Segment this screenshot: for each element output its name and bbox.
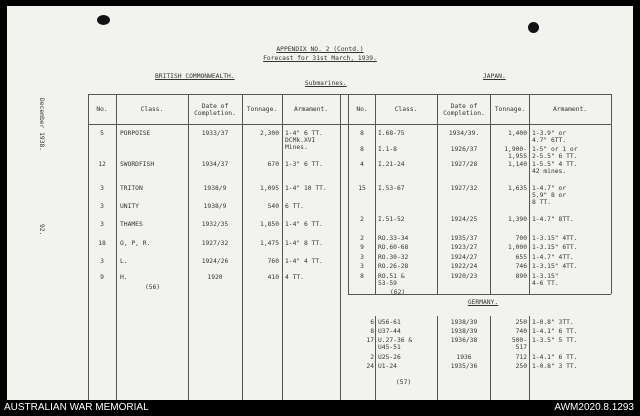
japan-col-no: No. [356,106,368,113]
footer-institution: AUSTRALIAN WAR MEMORIAL [4,402,149,413]
japan-heading: JAPAN. [483,73,506,80]
british-commonwealth-heading: BRITISH COMMONWEALTH. [155,73,235,80]
british-row-tonnage: 410 [267,274,279,281]
japan-row-armament: 1-3.15" 4TT. [532,263,578,270]
japan-row-tonnage: 1,900- 1,955 [504,146,527,160]
british-column-rule-2 [188,94,189,400]
british-row-date: 1934/37 [201,161,229,168]
japan-row-date: 1927/32 [450,185,478,192]
germany-row-class: U25-26 [378,354,401,361]
germany-row-date: 1938/39 [450,319,478,326]
japan-row-class: I.53-67 [378,185,405,192]
germany-row-tonnage: 250 [515,319,527,326]
japan-row-class: RO.60-68 [378,244,409,251]
japan-row-class: RO.33-34 [378,235,409,242]
germany-row-no: 8 [370,328,374,335]
british-row-date: 1924/26 [201,258,229,265]
british-row-class: TRITON [120,185,143,192]
germany-row-no: 6 [370,319,374,326]
japan-row-armament: 1-4.7" 8TT. [532,216,574,223]
germany-row-armament: 1-4.1" 6 TT. [532,328,578,335]
british-row-armament: 1-4" 4 TT. [285,258,323,265]
british-row-class: SWORDFISH [120,161,155,168]
japan-row-no: 15 [358,185,366,192]
british-row-tonnage: 1,475 [260,240,279,247]
japan-row-date: 1934/39. [448,130,480,137]
germany-row-tonnage: 500- 517 [511,337,527,351]
british-row-class: PORPOISE [120,130,151,137]
japan-row-class: I.68-75 [378,130,405,137]
japan-row-tonnage: 1,000 [508,244,527,251]
germany-row-no: 2 [370,354,374,361]
british-row-class: THAMES [120,221,143,228]
british-column-rule-0 [88,94,89,400]
british-row-no: 3 [100,185,104,192]
japan-row-armament: 1-4.7" or 5.9" 8 or 8 TT. [532,185,567,206]
japan-row-tonnage: 655 [515,254,527,261]
japan-row-tonnage: 1,400 [508,130,527,137]
table-top-rule [88,94,611,95]
forecast-subtitle: Forecast for 31st March, 1939. [263,55,377,62]
japan-row-tonnage: 1,140 [508,161,527,168]
germany-column-rule-3 [529,316,530,400]
appendix-title: APPENDIX NO. 2 (Contd.) [276,46,364,53]
japan-row-class: RO.30-32 [378,254,409,261]
japan-row-date: 1924/25 [450,216,478,223]
germany-row-date: 1938/39 [450,328,478,335]
japan-row-class: I.51-52 [378,216,405,223]
germany-row-class: U1-24 [378,363,397,370]
germany-column-rule-1 [437,316,438,400]
british-row-armament: 1-4" 8 TT. [285,240,323,247]
british-row-date: 1920 [207,274,223,281]
british-row-no: 9 [100,274,104,281]
british-row-armament: 4 TT. [285,274,304,281]
japan-row-no: 4 [360,161,364,168]
japan-row-class: RO.51 & 53-59 [378,273,405,287]
british-column-rule-5 [340,94,341,400]
british-col-armament: Armament. [293,106,329,113]
japan-col-tonnage: Tonnage. [494,106,526,113]
british-row-date: 1932/35 [201,221,229,228]
germany-row-no: 24 [366,363,374,370]
japan-row-class: I.21-24 [378,161,405,168]
japan-row-armament: 1-3.15" 4TT. [532,235,578,242]
british-row-no: 3 [100,258,104,265]
japan-row-no: 8 [360,130,364,137]
british-row-no: 5 [100,130,104,137]
document-page [7,6,633,400]
japan-row-no: 8 [360,273,364,280]
japan-column-rule-4 [529,94,530,294]
japan-row-tonnage: 890 [515,273,527,280]
germany-row-date: 1935/36 [450,363,478,370]
british-total: (56) [145,284,161,291]
germany-row-class: U.27-36 & U45-51 [378,337,413,351]
british-row-armament: 1-3" 6 TT. [285,161,323,168]
british-row-class: O, P, R. [120,240,151,247]
japan-row-date: 1924/27 [450,254,478,261]
japan-column-rule-1 [375,94,376,294]
footer-bar [0,400,640,416]
british-row-no: 12 [98,161,106,168]
germany-total: (57) [396,379,412,386]
british-row-no: 3 [100,203,104,210]
japan-row-no: 8 [360,146,364,153]
british-row-date: 1938/9 [203,203,227,210]
british-row-class: L. [120,258,128,265]
british-row-class: UNITY [120,203,139,210]
japan-column-rule-2 [437,94,438,294]
germany-row-class: U37-44 [378,328,401,335]
british-column-rule-1 [116,94,117,400]
british-row-tonnage: 2,300 [260,130,279,137]
table-header-rule [88,124,611,125]
germany-row-tonnage: 740 [515,328,527,335]
japan-row-date: 1935/37 [450,235,478,242]
germany-row-no: 17 [366,337,374,344]
british-row-tonnage: 1,850 [260,221,279,228]
japan-column-rule-0 [348,94,349,294]
japan-row-armament: 1-3.15" 6TT. [532,244,578,251]
punch-hole-right [528,22,539,33]
british-row-no: 3 [100,221,104,228]
japan-row-armament: 1-5.5" 4 TT. 42 mines. [532,161,578,175]
british-col-date: Date of Completion. [194,103,236,117]
british-column-rule-3 [242,94,243,400]
germany-row-tonnage: 712 [515,354,527,361]
germany-row-tonnage: 250 [515,363,527,370]
british-col-class: Class. [140,106,164,113]
japan-total: (62) [390,289,406,296]
germany-row-class: U56-61 [378,319,401,326]
margin-date: December 1938. [38,98,45,152]
japan-row-date: 1923/27 [450,244,478,251]
japan-row-class: I.1-8 [378,146,397,153]
british-row-tonnage: 1,095 [260,185,279,192]
japan-row-armament: 1-3.9" or 4.7" 6TT. [532,130,567,144]
germany-heading: GERMANY. [467,299,499,306]
japan-row-date: 1926/37 [450,146,478,153]
british-row-tonnage: 760 [267,258,279,265]
japan-row-tonnage: 1,390 [508,216,527,223]
japan-row-no: 2 [360,235,364,242]
british-row-armament: 1-4" 10 TT. [285,185,327,192]
submarines-heading: Submarines. [305,80,347,87]
punch-hole-left [97,15,110,25]
british-row-date: 1938/9 [203,185,227,192]
germany-row-date: 1936/38 [450,337,478,344]
japan-column-rule-5 [611,94,612,294]
germany-row-armament: 1-3.5" 5 TT. [532,337,578,344]
germany-row-date: 1936 [456,354,472,361]
british-row-armament: 1-4" 6 TT. [285,221,323,228]
japan-row-date: 1927/28 [450,161,478,168]
footer-accession: AWM2020.8.1293 [554,402,634,413]
germany-row-armament: 1-0.8" 3TT. [532,319,574,326]
japan-row-date: 1920/23 [450,273,478,280]
british-row-armament: 1-4" 6 TT. DCMk.XVI Mines. [285,130,323,151]
british-row-no: 18 [98,240,106,247]
germany-row-armament: 1-4.1" 6 TT. [532,354,578,361]
japan-row-no: 3 [360,254,364,261]
japan-row-tonnage: 746 [515,263,527,270]
japan-row-armament: 1-5" or 1 or 2-5.5" 6 TT. [532,146,578,160]
japan-row-tonnage: 1,635 [508,185,527,192]
british-row-armament: 6 TT. [285,203,304,210]
british-row-date: 1927/32 [201,240,229,247]
japan-row-armament: 1-3.15" 4-6 TT. [532,273,559,287]
british-col-no: No. [96,106,108,113]
british-row-tonnage: 670 [267,161,279,168]
germany-column-rule-0 [375,316,376,400]
japan-row-no: 2 [360,216,364,223]
british-row-date: 1933/37 [201,130,229,137]
japan-row-class: RO.26-28 [378,263,409,270]
page-number: 92. [38,224,45,236]
japan-row-no: 3 [360,263,364,270]
japan-row-armament: 1-4.7" 4TT. [532,254,574,261]
british-column-rule-4 [282,94,283,400]
japan-col-armament: Armament. [552,106,588,113]
british-row-class: H. [120,274,128,281]
germany-row-armament: 1-0.8" 3 TT. [532,363,578,370]
japan-row-no: 9 [360,244,364,251]
british-row-tonnage: 540 [267,203,279,210]
japan-row-tonnage: 700 [515,235,527,242]
british-col-tonnage: Tonnage. [246,106,278,113]
japan-row-date: 1922/24 [450,263,478,270]
japan-col-class: Class. [394,106,418,113]
japan-col-date: Date of Completion. [443,103,485,117]
germany-divider-rule [348,294,611,295]
